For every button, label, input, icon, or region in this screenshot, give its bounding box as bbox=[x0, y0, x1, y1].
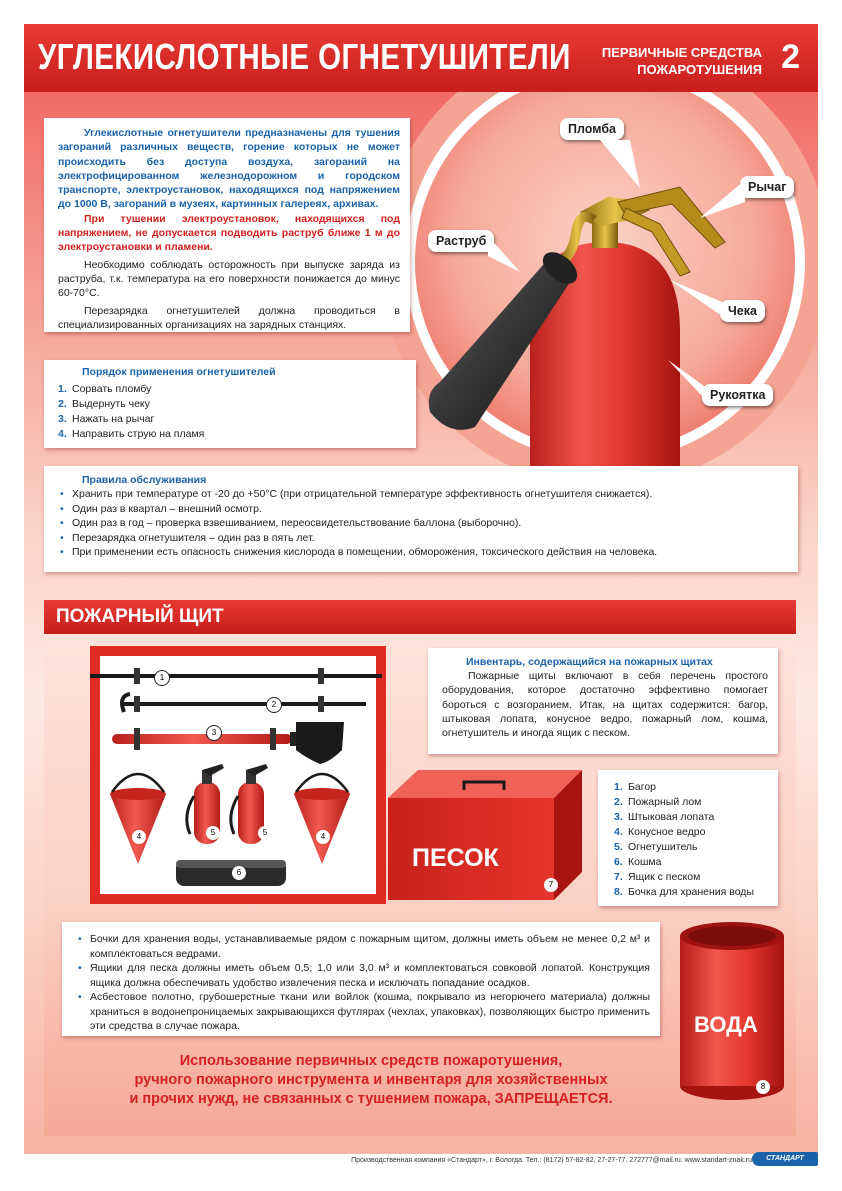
warning-line-1: Использование первичных средств пожаротушения, bbox=[179, 1053, 563, 1069]
callout-cheka: Чека bbox=[720, 300, 765, 322]
usage-step: 3. Нажать на рычаг bbox=[58, 413, 155, 425]
intro-paragraph-3: Необходимо соблюдать осторожность при выпуске заряда из раструба, т.к. температура на его поверхности понижается до минус 60-70°С. bbox=[58, 258, 400, 300]
legend-item: 5. Огнетушитель bbox=[614, 841, 698, 853]
inventory-box bbox=[428, 648, 778, 754]
header-subtitle-line2: ПОЖАРОТУШЕНИЯ bbox=[637, 62, 762, 77]
water-barrel-illustration bbox=[676, 918, 788, 1104]
callout-cheka-pointer bbox=[670, 280, 726, 320]
warning-line-3: и прочих нужд, не связанных с тушением пожара, ЗАПРЕЩАЕТСЯ. bbox=[129, 1091, 613, 1107]
usage-steps bbox=[58, 382, 406, 442]
legend-item: 1. Багор bbox=[614, 781, 657, 793]
marker-5b: 5 bbox=[258, 826, 272, 840]
intro-text-box bbox=[44, 118, 410, 332]
usage-step: 2. Выдернуть чеку bbox=[58, 398, 150, 410]
inventory-text: Пожарные щиты включают в себя перечень простого оборудования, которое достаточно эффективно помогает бороться с возгоранием. Итак, на щитах содержится: багор, штыковая лопата, конусное ведро, пожарный лом, кошма, огнетушитель и иногда ящик с песком. bbox=[442, 670, 768, 740]
usage-step: 1. Сорвать пломбу bbox=[58, 383, 152, 395]
service-list bbox=[58, 487, 788, 560]
marker-1: 1 bbox=[154, 670, 170, 686]
poster-number: 2 bbox=[781, 38, 800, 76]
footer-logo-text: СТАНДАРТ bbox=[766, 1155, 804, 1162]
callout-rastrub-pointer bbox=[488, 236, 528, 276]
intro-paragraph-4: Перезарядка огнетушителей должна проводиться в специализированных организациях на зарядных станциях. bbox=[58, 304, 400, 331]
service-item: • Хранить при температуре от -20 до +50°С (при отрицательной температуре эффективность огнетушителя снижается). bbox=[58, 487, 788, 502]
notes-item: • Ящики для песка должны иметь объем 0,5; 1,0 или 3,0 м³ и комплектоваться совковой лопатой. Конструкция ящика должна обеспечивать удобство извлечения песка и исключать попадание осадков. bbox=[76, 961, 650, 990]
footer-text: Производственная компания «Стандарт», г. Вологда. Тел.: (8172) 57-82-82, 27-27-77. 272777@mail.ru. www.standart-znak.ru bbox=[351, 1157, 752, 1164]
legend-item: 6. Кошма bbox=[614, 856, 662, 868]
extinguisher-illustration bbox=[380, 92, 818, 482]
sand-label: ПЕСОК bbox=[412, 844, 499, 872]
shield-section-title: ПОЖАРНЫЙ ЩИТ bbox=[56, 606, 224, 627]
notes-box bbox=[62, 922, 660, 1036]
header-subtitle bbox=[602, 44, 762, 78]
page-title: УГЛЕКИСЛОТНЫЕ ОГНЕТУШИТЕЛИ bbox=[38, 36, 571, 77]
service-title: Правила обслуживания bbox=[82, 474, 207, 486]
intro-paragraph-1: Углекислотные огнетушители предназначены для тушения загораний различных веществ, горение которых не может происходить без доступа воздуха, загораний на электрофицированном железнодорожном и городском транспорте, электроустановок, находящихся под напряжением до 1000 В, загораний в музеях, картинных галереях, архивах. bbox=[58, 127, 400, 211]
service-item: • При применении есть опасность снижения кислорода в помещении, обморожения, токсического действия на человека. bbox=[58, 545, 788, 560]
intro-paragraph-2: При тушении электроустановок, находящихся под напряжением, не допускается подводить раструб ближе 1 м до электроустановки и пламени. bbox=[58, 212, 400, 254]
service-item: • Один раз в год – проверка взвешиванием, переосвидетельствование баллона (выборочно). bbox=[58, 516, 788, 531]
marker-8: 8 bbox=[756, 1080, 770, 1094]
service-box bbox=[44, 466, 798, 572]
marker-3: 3 bbox=[206, 725, 222, 741]
usage-step: 4. Направить струю на пламя bbox=[58, 428, 205, 440]
legend-item: 8. Бочка для хранения воды bbox=[614, 886, 754, 898]
marker-4a: 4 bbox=[132, 830, 146, 844]
callout-rychag-pointer bbox=[700, 176, 750, 226]
service-item: • Один раз в квартал – внешний осмотр. bbox=[58, 502, 788, 517]
marker-2: 2 bbox=[266, 697, 282, 713]
marker-4b: 4 bbox=[316, 830, 330, 844]
warning-text bbox=[72, 1052, 670, 1109]
service-item: • Перезарядка огнетушителя – один раз в пять лет. bbox=[58, 531, 788, 546]
notes-item: • Бочки для хранения воды, устанавливаемые рядом с пожарным щитом, должны иметь объем не менее 0,2 м³ и комплектоваться ведрами. bbox=[76, 932, 650, 961]
callout-plomba: Пломба bbox=[560, 118, 624, 140]
callout-rukoyatka-pointer bbox=[668, 360, 708, 400]
usage-box bbox=[44, 360, 416, 448]
footer-logo bbox=[752, 1152, 818, 1166]
callout-rukoyatka: Рукоятка bbox=[702, 384, 773, 406]
callout-rychag: Рычаг bbox=[740, 176, 794, 198]
marker-5a: 5 bbox=[206, 826, 220, 840]
usage-title: Порядок применения огнетушителей bbox=[82, 366, 276, 378]
callout-plomba-pointer bbox=[600, 140, 660, 190]
legend-item: 7. Ящик с песком bbox=[614, 871, 701, 883]
marker-6: 6 bbox=[232, 866, 246, 880]
shield-section-header bbox=[44, 600, 796, 634]
legend-item: 3. Штыковая лопата bbox=[614, 811, 715, 823]
header-subtitle-line1: ПЕРВИЧНЫЕ СРЕДСТВА bbox=[601, 45, 762, 60]
notes-item: • Асбестовое полотно, грубошерстные ткани или войлок (кошма, покрывало из негорючего материала) должны храниться в водонепроницаемых закрывающихся футлярах (чехлах, упаковках), позволяющих быстро применить эти средства в случае пожара. bbox=[76, 990, 650, 1034]
notes-list bbox=[76, 932, 650, 1034]
legend-list bbox=[614, 780, 770, 900]
callout-rastrub: Раструб bbox=[428, 230, 494, 252]
legend-box bbox=[598, 770, 778, 906]
water-label: ВОДА bbox=[694, 1012, 758, 1037]
legend-item: 2. Пожарный лом bbox=[614, 796, 702, 808]
legend-item: 4. Конусное ведро bbox=[614, 826, 706, 838]
warning-line-2: ручного пожарного инструмента и инвентаря для хозяйственных bbox=[134, 1072, 608, 1088]
inventory-title: Инвентарь, содержащийся на пожарных щитах bbox=[466, 656, 713, 668]
marker-7: 7 bbox=[544, 878, 558, 892]
header-bar bbox=[24, 24, 818, 92]
